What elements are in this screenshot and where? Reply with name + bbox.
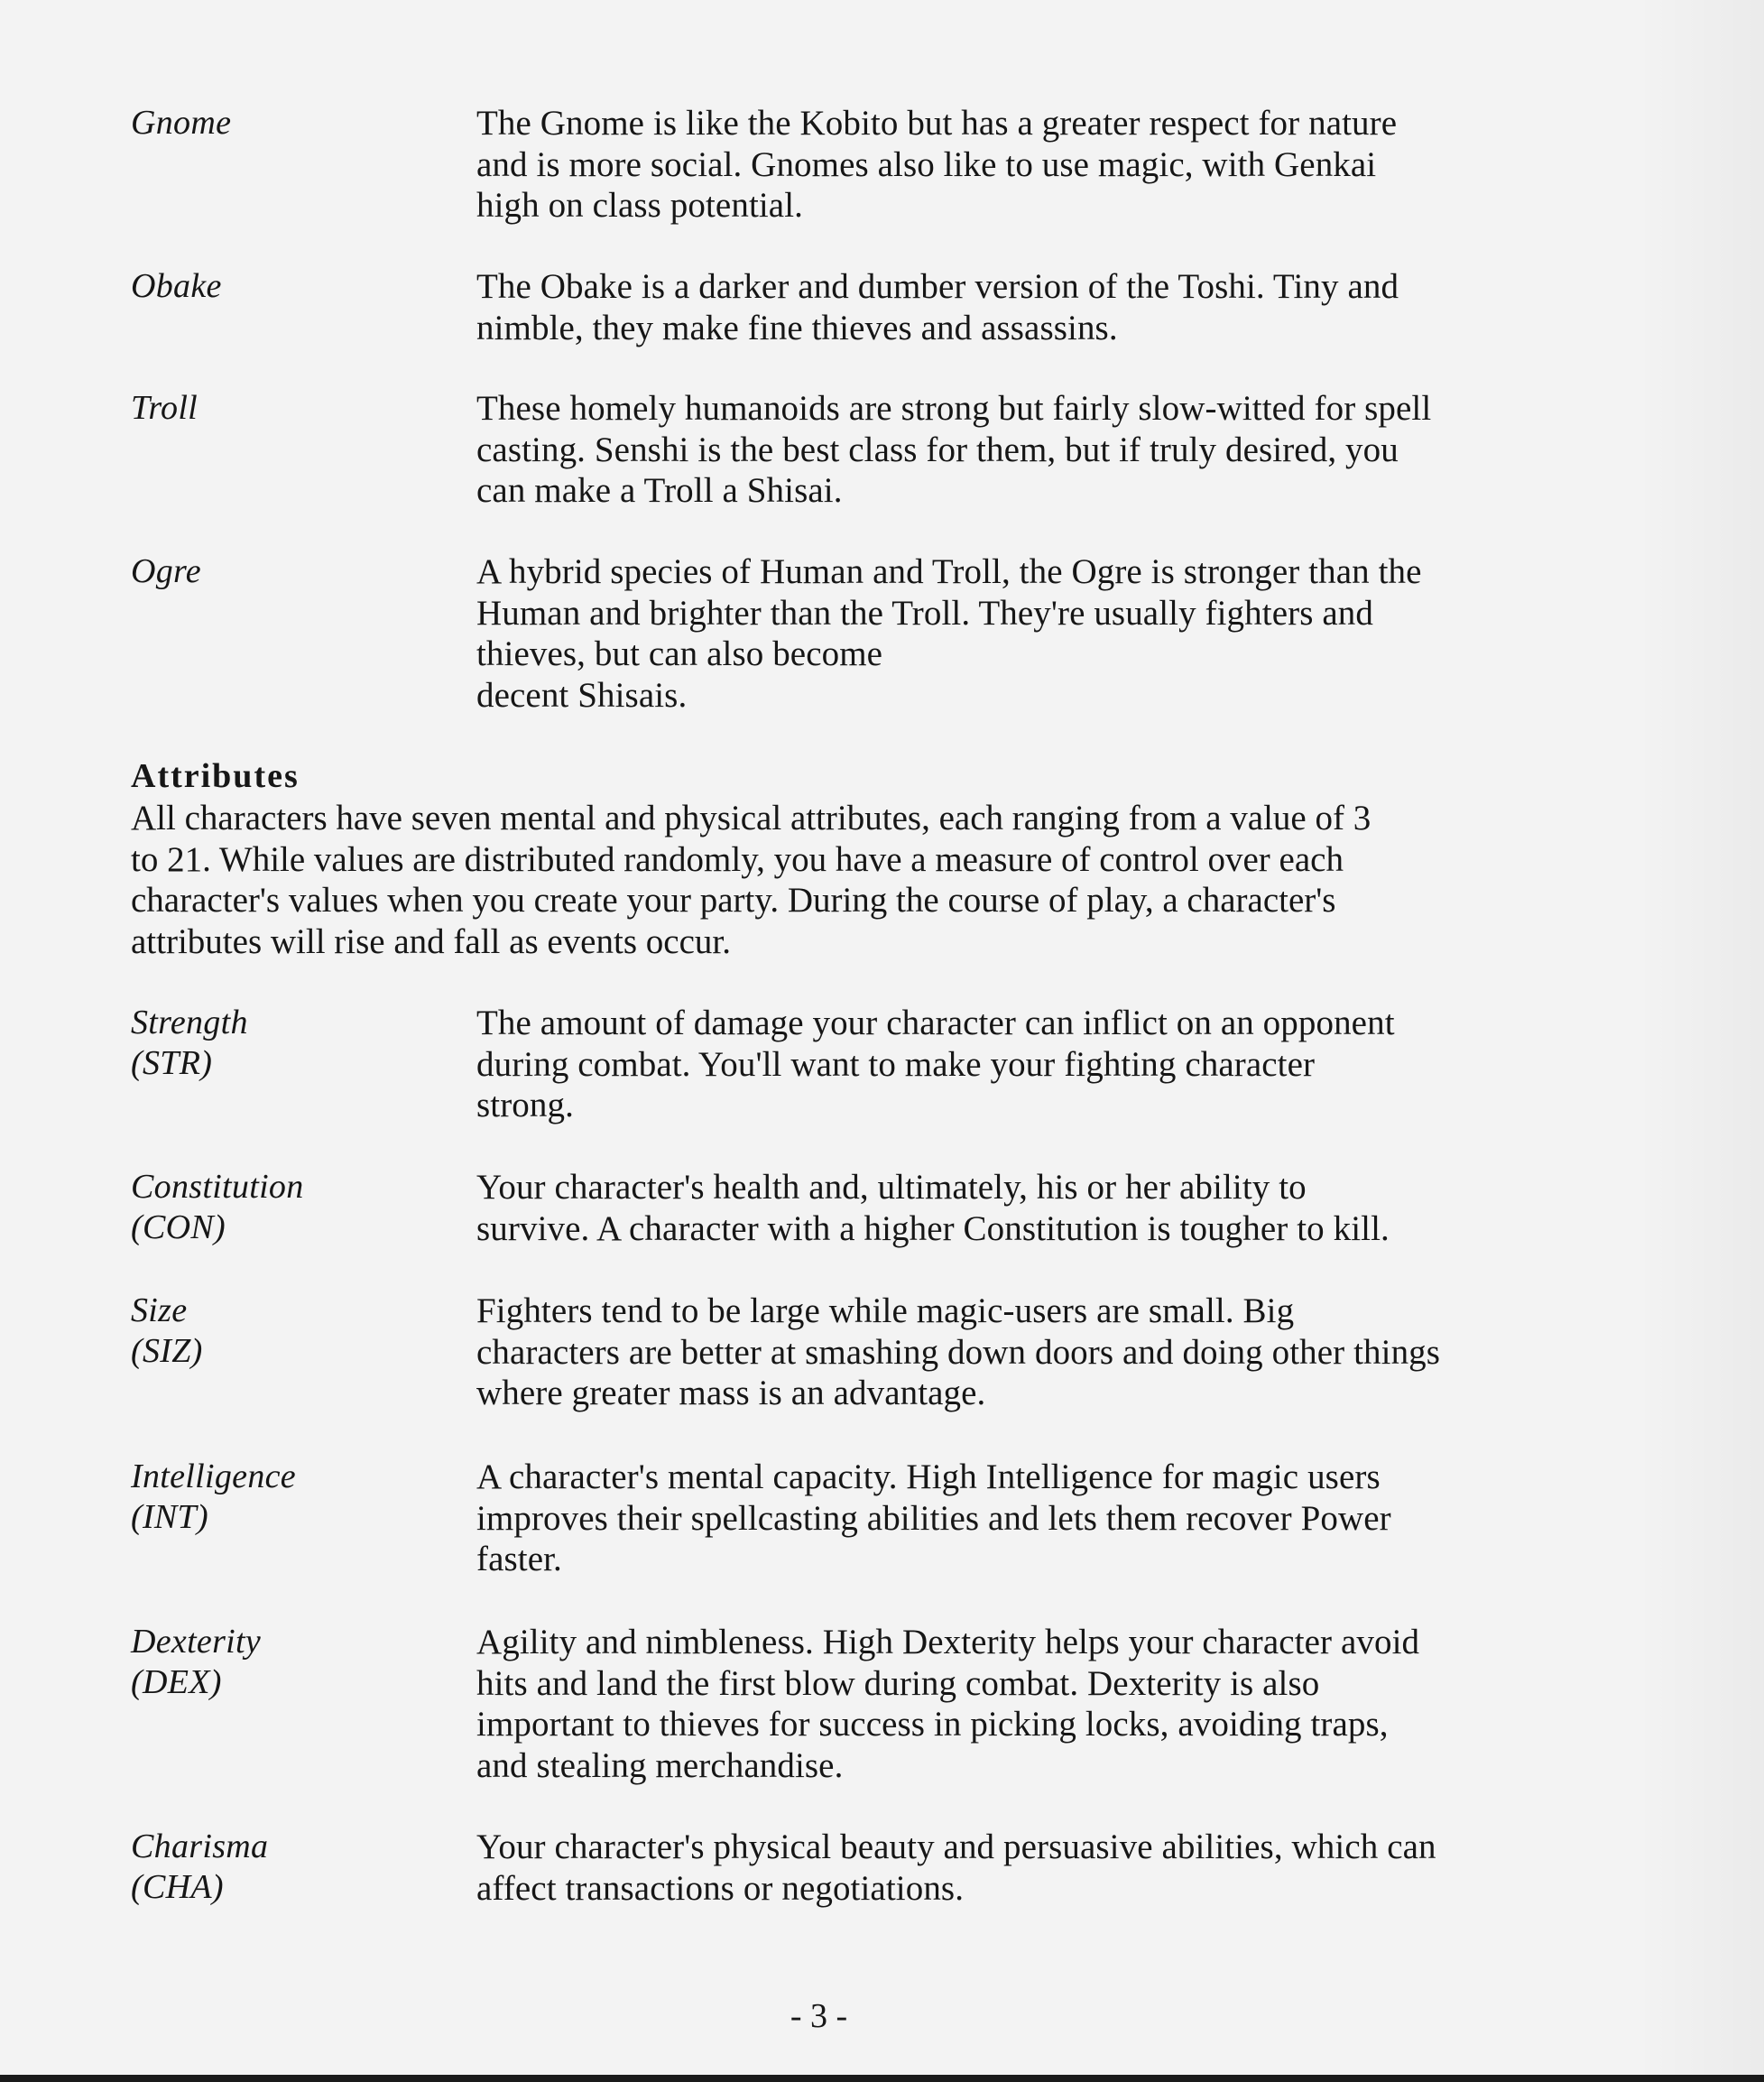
- attribute-description: Agility and nimbleness. High Dexterity helps your character avoid hits and land the first blow during combat. Dexterity is also important to thieves for success in picking locks, avoiding traps, and stealing merchandise.: [476, 1623, 1420, 1785]
- race-description: The Gnome is like the Kobito but has a greater respect for nature and is more social. Gnomes also like to use magic, with Genkai high on class potential.: [476, 104, 1398, 225]
- attribute-term: Charisma (CHA): [131, 1828, 269, 1906]
- attribute-description: Fighters tend to be large while magic-users are small. Big characters are better at smashing down doors and doing other things where greater mass is an advantage.: [476, 1291, 1441, 1412]
- page-bottom-border: [0, 2075, 1764, 2082]
- race-description: The Obake is a darker and dumber version of the Toshi. Tiny and nimble, they make fine thieves and assassins.: [476, 267, 1399, 347]
- race-entry-troll: [131, 388, 1538, 512]
- race-entry-ogre: [131, 551, 1538, 716]
- attribute-description: The amount of damage your character can inflict on an opponent during combat. You'll want to make your fighting character strong.: [476, 1004, 1395, 1124]
- race-description: A hybrid species of Human and Troll, the Ogre is stronger than the Human and brighter than the Troll. They're usually fighters and thieves, but can also become decent Shisais.: [476, 552, 1422, 715]
- attribute-description: A character's mental capacity. High Intelligence for magic users improves their spellcasting abilities and lets them recover Power faster.: [476, 1457, 1391, 1578]
- race-term: Gnome: [131, 104, 232, 142]
- attribute-term: Strength (STR): [131, 1004, 248, 1082]
- race-entry-obake: [131, 266, 1538, 348]
- race-term: Ogre: [131, 552, 201, 590]
- race-term: Obake: [131, 267, 222, 305]
- attribute-entry-strength: [131, 1003, 1538, 1126]
- attribute-term: Intelligence (INT): [131, 1457, 296, 1536]
- race-description: These homely humanoids are strong but fairly slow-witted for spell casting. Senshi is the best class for them, but if truly desired, you can make a Troll a Shisai.: [476, 389, 1432, 510]
- attribute-entry-constitution: [131, 1167, 1538, 1249]
- attributes-heading: Attributes: [131, 757, 300, 795]
- attribute-term: Constitution (CON): [131, 1168, 304, 1246]
- race-entry-gnome: [131, 103, 1538, 227]
- attributes-intro: All characters have seven mental and physical attributes, each ranging from a value of 3 to 21. While values are distributed randomly, you have a measure of control over each character's values when you create your party. During the course of play, a character's attributes will rise and fall as events occur.: [131, 799, 1371, 961]
- race-term: Troll: [131, 389, 199, 427]
- attribute-term: Dexterity (DEX): [131, 1623, 262, 1701]
- page-number: - 3 -: [790, 1997, 848, 2035]
- attribute-entry-size: [131, 1291, 1538, 1414]
- page-edge-shadow: [1638, 0, 1764, 2075]
- attribute-entry-intelligence: [131, 1457, 1538, 1580]
- attribute-term: Size (SIZ): [131, 1291, 203, 1370]
- attribute-description: Your character's health and, ultimately, his or her ability to survive. A character with a higher Constitution is tougher to kill.: [476, 1168, 1390, 1248]
- attribute-description: Your character's physical beauty and persuasive abilities, which can affect transactions or negotiations.: [476, 1828, 1436, 1908]
- attribute-entry-dexterity: [131, 1622, 1538, 1786]
- attribute-entry-charisma: [131, 1827, 1538, 1909]
